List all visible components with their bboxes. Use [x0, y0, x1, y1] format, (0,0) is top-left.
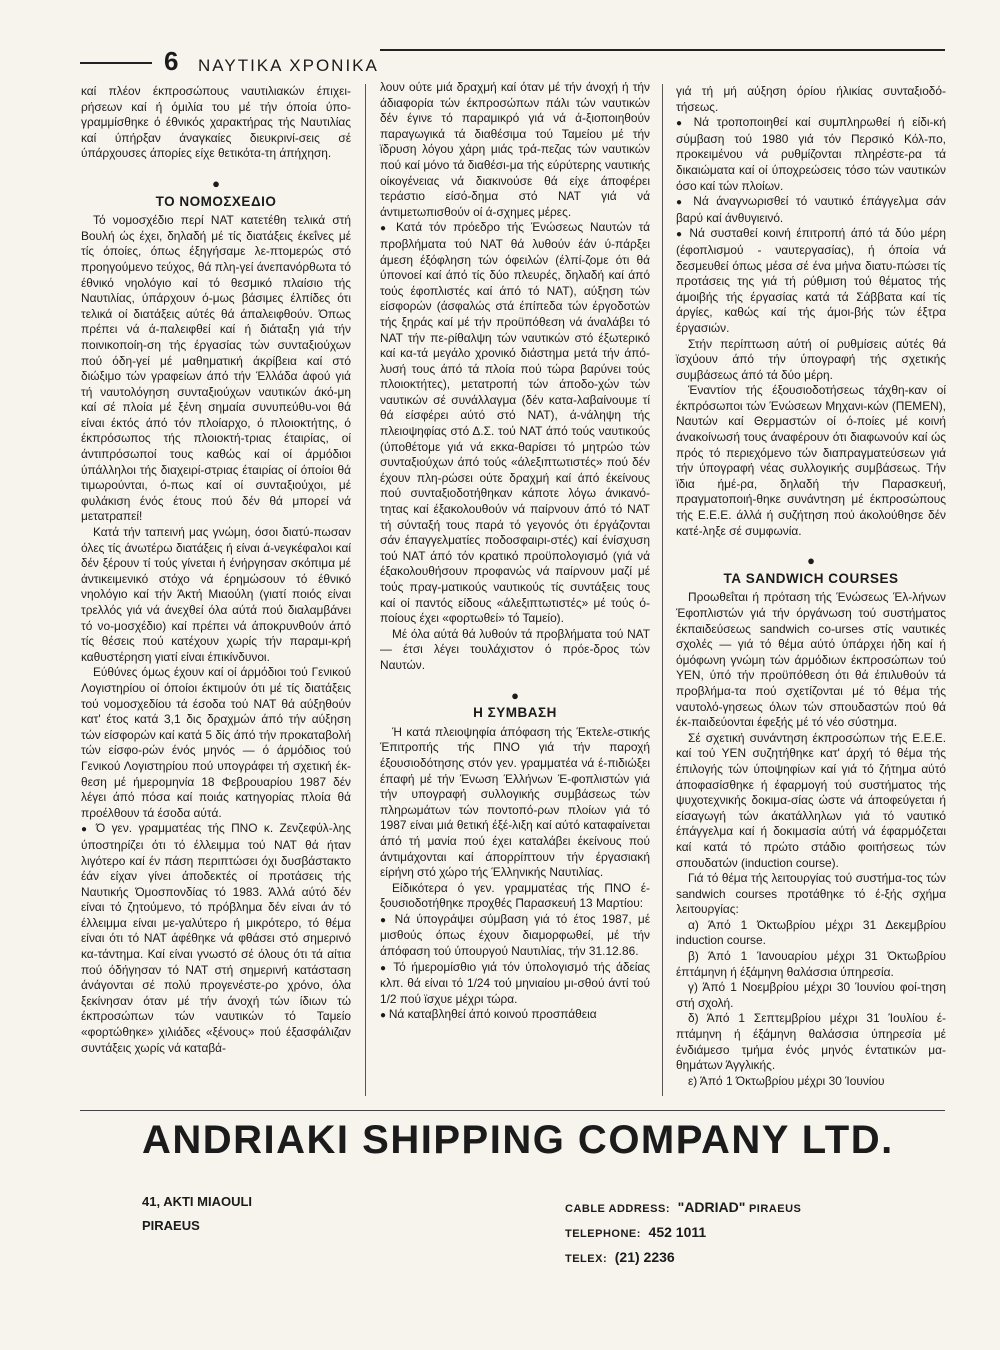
paragraph: Γιά τό θέμα τής λειτουργίας τού συστήμα-τος τών sandwich courses προτάθηκε τό έ-ξής σχήμα λειτουργίας:: [676, 871, 946, 917]
section-bullet-icon: ●: [212, 175, 220, 191]
header-rule-right: [380, 49, 945, 51]
telephone-row: [565, 1221, 801, 1246]
section-heading-nomosxedio: ΤΟ ΝΟΜΟΣΧΕΔΙΟ: [155, 193, 277, 209]
company-address: [142, 1190, 252, 1238]
page-number: 6: [164, 46, 179, 76]
paragraph: γιά τή μή αύξηση όρίου ήλικίας συνταξιοδό-τήσεως.: [676, 84, 946, 114]
paragraph: Κατά τήν ταπεινή μας γνώμη, όσοι διατύ-πωσαν όλες τίς άνωτέρω διατάξεις ή είναι ά-νεγκέφαλοι καί δέν ξέρουν τί τούς γίνεται ή ένήργησαν σκόπιμα μέ άντικειμενικό στόχο νά έρημώσουν τό έθνικό νηολόγιο καί τήν Άκτή Μιαούλη (γιατί ποιός είναι τρελλός γιά νά άνεχθεί όλα αύτά πού διαλαμβάνει τό νο-μοσχέδιο) καί πρέπει νά άποκρυνθούν άπό τίς θέσεις πού κατέχουν χωρίς τήν παραμι-κρή καθυστέρηση γιατί είναι έπικίνδυνοι.: [81, 525, 351, 664]
article-column-2: [380, 80, 650, 1024]
cable-label: CABLE ADDRESS:: [565, 1203, 670, 1215]
paragraph: Εύθύνες όμως έχουν καί οί άρμόδιοι τού Γενικού Λογιστηρίου οί όποίοι έκτιμούν ότι μέ τίς διατάξεις τού νομοσχεδίου τά έσοδα τού NAT θά αύξηθούν κατ' έτος κατά 3,1 δις δραχμών άπό τήν αύξηση τών είσφορών καί κατά 5 δίς άπό τήν προκαταβολή τών είσφο-ρών ένός μηνός — ό άρμόδιος τού Γενικού Λογιστηρίου πού υπογράφει τή σχετική έκ-θεση μέ ήμερομηνία 18 Φεβρουαρίου 1987 δέν λέγει άπό πόσα καί ποιάς κατηγορίας πλοία θά προέλθουν τά έσοδα αύτά.: [81, 665, 351, 820]
bullet-item: ● Νά συσταθεί κοινή έπιτροπή άπό τά δύο μέρη (έφοπλισμού - ναυτεργασίας), ή όποία νά δεσμευθεί όπως μέσα σέ ένα μήνα διατυ-πώσει τίς προτάσεις της γιά τή ρύθμιση τού θέματος τής άμοιβής τής έργασίας κατά τά Σάββατα καί τίς άργίες, καθώς καί τής άμοι-βής τών έξτρα έργασιών.: [676, 226, 946, 336]
telex-value: (21) 2236: [614, 1249, 675, 1265]
paragraph: λουν ούτε μιά δραχμή καί όταν μέ τήν άνοχή ή τήν άδιαφορία τών έκπροσώπων πάλι τών ναυτικών δέν έγινε τό παραμικρό γιά νά ά-ξιοποιηθούν παραγωγικά τά διαθέσιμα τού Ταμείου μέ τήν ϊδρυση λόγου χάρη μιάς τρά-πεζας τών ναυτικών πού καί μόνο τά διαθέσι-μα τής εύρύτερης ναυτικής οίκογένειας νά διακινούσε θά είχε άποφέρει τεράστιο είσό-δημα στό NAT γιά νά άντιμετωπισθούν οί ά-σχημες μέρες.: [380, 80, 650, 219]
bullet-item: ● Τό ήμερομίσθιο γιά τόν ύπολογισμό τής άδείας κλπ. θά είναι τό 1/24 τού μηνιαίου μι-σθού άντί τού 1/2 πού ϊσχυε μέχρι τώρα.: [380, 960, 650, 1008]
article-column-3: [676, 84, 946, 1089]
cable-address-row: [565, 1196, 801, 1221]
ad-top-rule: [80, 1110, 945, 1111]
paragraph: Στήν περίπτωση αύτή οί ρυθμίσεις αύτές θά ϊσχύουν άπό τήν ύπογραφή τής σχετικής συμβάσεως άπό τά δύο μέρη.: [676, 336, 946, 382]
paragraph: Είδικότερα ό γεν. γραμματέας τής ΠΝΟ έ-ξουσιοδοτήθηκε προχθές Παρασκευή 13 Μαρτίου:: [380, 880, 650, 911]
telex-row: [565, 1246, 801, 1271]
section-heading-sandwich-courses: ΤΑ SANDWICH COURSES: [723, 570, 899, 586]
company-advertisement: [80, 1110, 945, 1310]
section-bullet-icon: ●: [807, 553, 815, 569]
section-heading-symvasi: Η ΣΥΜΒΑΣΗ: [473, 705, 557, 721]
schedule-item: γ) Άπό 1 Νοεμβρίου μέχρι 30 Ίουνίου φοί-τηση στή σχολή.: [676, 980, 946, 1010]
telephone-value: 452 1011: [648, 1224, 707, 1240]
bullet-item: ● Νά ύπογράψει σύμβαση γιά τό έτος 1987, μέ μισθούς όπως έχουν διαμορφωθεί, μέ τήν άπόφαση τού ύπουργού Ναυτιλίας, τήν 31.12.86.: [380, 912, 650, 960]
schedule-item: β) Άπό 1 Ίανουαρίου μέχρι 31 Όκτωβρίου έπτάμηνη ή έξάμηνη θαλάσσια ύπηρεσία.: [676, 949, 946, 979]
article-column-1: [81, 84, 351, 1056]
bullet-item: ● Νά καταβληθεί άπό κοινού προσπάθεια: [380, 1007, 650, 1024]
paragraph: Προωθεΐται ή πρόταση τής Ένώσεως Έλ-λήνων Έφοπλιστών γιά τήν όργάνωση τού συστήματος έκπαιδεύσεως sandwich co-urses στίς ναυτικές σχολές — γιά τό θέμα αύτό ύπάρχει ήδη καί ή όμόφωνη γνώμη τών άρμόδιων έκπροσώπων τού ΥΕΝ, ύπό τήν προϋπόθεση ότι θά έπιλυθούν τά προβλήμα-τα πού σχετίζονται μέ τό θέμα τής ναυτολό-γησεως όλων τών σπουδαστών πού θά έκ-παιδεύονται έφεξής μέ τό νέο σύστημα.: [676, 590, 946, 730]
telephone-label: TELEPHONE:: [565, 1228, 641, 1240]
paragraph: Ή κατά πλειοψηφία άπόφαση τής Έκτελε-στικής Έπιτροπής τής ΠΝΟ γιά τήν παροχή έξουσιοδότησης στόν γεν. γραμματέα νά έ-πιδιώξει έπαφή μέ τήν Ένωση Έλλήνων Έ-φοπλιστών γιά τήν υπογραφή συλλογικής συμβάσεως τών πληρωμάτων τών ποντοπό-ρων πλοίων γιά τό 1987 είναι μιά θετική έξέ-λιξη καί αύτό καταφαίνεται άπό τή μανία πού έχει καταλάβει έκείνους πού άντιμάχονται καί άπορρίπτουν τήν έργασιακή είρήνη στό χώρο τής Έλληνικής Ναυτιλίας.: [380, 724, 650, 880]
company-name: ANDRIAKI SHIPPING COMPANY LTD.: [142, 1118, 894, 1162]
paragraph: Μέ όλα αύτά θά λυθούν τά προβλήματα τού NAT — έτσι λέγει τουλάχιστον ό πρόε-δρος τών Ναυτών.: [380, 626, 650, 672]
cable-value: "ADRIAD": [677, 1199, 746, 1215]
publication-title: ΝΑΥΤΙΚΑ ΧΡΟΝΙΚΑ: [198, 56, 379, 75]
cable-city: PIRAEUS: [748, 1203, 802, 1215]
paragraph: Έναντίον τής έξουσιοδοτήσεως τάχθη-καν οί έκπρόσωποι τών Ένώσεων Μηχανι-κών (ΠΕΜΕΝ), Ναυτών καί Θερμαστών οί ό-ποίες μέ κοινή άνακοίνωσή τους άναφέρουν ότι διαφωνούν καί ώς πρός τό περιεχόμενο τών διαπραγματεύσεων γιά τήν ύπογραφή νέας συλλογικής συμβάσεως. Τήν ϊδια ήμέ-ρα, δηλαδή τήν Παρασκευή, πραγματοποιή-θηκε συνάντηση μέ έκπροσώπους τής Ε.Ε.Ε. άλλά ή συζήτηση πού άκολούθησε δέν κατέ-ληξε σέ συμφωνία.: [676, 383, 946, 538]
schedule-item: δ) Άπό 1 Σεπτεμβρίου μέχρι 31 Ίουλίου έ-πτάμηνη ή έξάμηνη θαλάσσια ύπηρεσία μέ ένδιάμεσο τμήμα ένός μηνός έντατικών μα-θημάτων Άγγλικής.: [676, 1011, 946, 1073]
header-rule-left: [80, 62, 152, 64]
address-line-2: PIRAEUS: [142, 1218, 200, 1233]
bullet-item: ● Νά άναγνωρισθεί τό ναυτικό έπάγγελμα σάν βαρύ καί άνθυγιεινό.: [676, 194, 946, 226]
paragraph: Σέ σχετική συνάντηση έκπροσώπων τής Ε.Ε.Ε. καί τού ΥΕΝ συζητήθηκε κατ' άρχή τό θέμα τής έπιλογής τών ύποψηφίων καί γιά τό ζήτημα αύτό άποφασίσθηκε ή έφαρμογή τού συστήματος τής ψυχοτεχνικής δοκιμα-σίας ώστε νά άποφεύγεται ή είσαγωγή τών άκατάλληλων γιά τό ναυτικό έπάγγελμα καί ή δοκιμασία αύτή νά έφαρμόζεται καί κατά τό πρώτο στάδιο φοιτήσεως τών σπουδατών (induction course).: [676, 730, 946, 870]
address-line-1: 41, AKTI MIAOULI: [142, 1194, 253, 1209]
bullet-item: ● Νά τροποποιηθεί καί συμπληρωθεί ή είδι-κή σύμβαση τού 1980 γιά τόν Περσικό Κόλ-πο, προκειμένου νά ρυθμίζονται πληρέστε-ρα τά δικαιώματα καί οί ύποχρεώσεις τόσο τών ναυτικών όσο καί τών πλοίων.: [676, 115, 946, 194]
schedule-item: α) Άπό 1 Όκτωβρίου μέχρι 31 Δεκεμβρίου induction course.: [676, 917, 946, 948]
company-contact: [565, 1196, 801, 1271]
column-divider-1: [365, 84, 366, 1096]
section-bullet-icon: ●: [511, 687, 519, 703]
column-divider-2: [662, 84, 663, 1096]
paragraph: Τό νομοσχέδιο περί NAT κατετέθη τελικά στή Βουλή ώς έχει, δηλαδή μέ τίς διατάξεις έκεΐνες μέ τίς όποίες, όπως έξηγήσαμε λε-πτομερώς στό προηγούμενο τεύχος, θά πλη-γεί άνεπανόρθωτα τό έθνικό νηολόγιο καί τό θεσμικό πλαίσιο τής Ναυτιλίας, ύπάρχουν ό-μως βάσιμες έλπίδες ότι τελικά οί διατάξεις αύτές θά άπαλειφθούν. Όπως πρέπει νά ά-παλειφθεί καί ή διάταξη γιά τήν ποινικοποίη-ση τής έργασίας τών συνταξιούχων πού όδη-γεί μέ μαθηματική άκρίβεια καί στό διώξιμο τών γραφείων άπό τήν Έλλάδα άφού γιά τή ναυτολόγηση συνταξιούχων ναυτικών άκό-μη καί σέ πλοία μέ ξένη σημαία συνυπεύθυ-νοι θά είναι έκτός άπό τόν πλοίαρχο, ό πλοιοκτήτης, ό έκπρόσωπος τής πλοιοκτή-τριας έταιρίας, οί άντιπρόσωποί τους καθώς καί οί άρμόδιοι ύπάλληλοι τής διαχειρί-στριας έταιρίας οί όποίοι θά τιμωρούνται, ό-πως καί οί συνταξιούχοι, μέ φυλάκιση ένός έτους πού δέν θά μπορεί νά μετατραπεί!: [81, 213, 351, 524]
bullet-paragraph: ● Κατά τόν πρόεδρο τής Ένώσεως Ναυτών τά προβλήματα τού NAT θά λυθούν έάν ύ-πάρξει άμεση έξόφληση τών όφειλών (έλπί-ζομε ότι θά ύπονοεί καί άπό τίς δύο πλευρές, δηλαδή καί άπό τούς έφοπλιστές καί άπό τό NAT), αύξηση τών είσφορών (άσφαλώς στά έπίπεδα τών έργοδοτών τής ξηράς καί μέ τήν προϋπόθεση νά άναλάβει τό NAT τήν πε-ρίθαλψη τών ναυτικών στό έξωτερικό καί κα-τά μεγάλο χρονικό διάστημα μετά τήν άπό-λυσή τους άπό τά πλοία πού τώρα βαρύνει τούς πλοιοκτήτες), μετατροπή τών άποδο-χών τών ναυτικών σέ συνάλλαγμα (δέν κατα-λαβαίνουμε τί θά είσφέρει αύτό στό NAT), ά-νάληψη τής πλειοψηφίας στό Δ.Σ. τού NAT άπό τούς ναυτικούς (ύποθέτομε γιά νά εκκα-θαρίσει τό μητρώο τών συνταξιούχων άπό τούς «άλεξιπτωτιστές» πού δέν έχουν πλη-ρώσει ούτε δραχμή καί άπό έκείνους πού συνταξιοδοτήθηκαν κάποτε λόγω άνικανό-τητας καί έξακολουθούν νά παίρνουν άπό τό NAT τή σύνταξή τους παρά τό γεγονός ότι έργάζονται σάν έπαγγελματίες ποδοσφαιρι-στές) καί ένίσχυση τού NAT άπό τόν κρατικό προϋπολογισμό (γιά νά έξακολουθήσουν προφανώς νά παίρνουν μαζί μέ τούς πραγ-ματικούς ναυτικούς τίς συντάξεις τους καί οί παντός είδους «άλεξιπτωτιστές» μέ τούς ό-ποίους έχει «φορτωθεί» τό Ταμείο).: [380, 220, 650, 626]
bullet-paragraph: ● Ό γεν. γραμματέας τής ΠΝΟ κ. Ζενζεφύλ-λης ύποστηρίζει ότι τό έλλειμμα τού NAT θά ήταν λιγότερο καί έν πάση περιπτώσει όχι δυσβάστακτο έάν είχαν γίνει άποδεκτές οί προτάσεις τής Ναυτικής Όμοσπονδίας τό 1983. Άλλά αύτό δέν είναι τό ζητούμενο, τό πρόβλημα δέν είναι άν τό έλλειμμα είναι με-γαλύτερο ή μικρότερο, τό θέμα είναι ότι τό NAT άφέθηκε νά φθάσει στό σημερινό κα-τάντημα. Καί είναι γνωστό σέ όλους ότι τά αίτια πού όδήγησαν τό NAT στή σημερινή κατάσταση άνάγονται σέ πολύ προγενέστε-ρο χρόνο, όλα ξεκίνησαν όταν μέ τήν άνοχή τών ίδιων τώ έκπροσώπων τών ναυτικών τό Ταμείο «φορτώθηκε» χιλιάδες «ξένους» πού έξασφάλιζαν συντάξεις χωρίς νά καταβά-: [81, 821, 351, 1056]
intro-paragraph: καί πλέον έκπροσώπους ναυτιλιακών έπιχει-ρήσεων καί ή όμιλία του μέ τήν όποία ύπο-γραμμίσθηκε ό έθνικός χαρακτήρας τής Ναυτιλίας καί ύπήρξαν άναγκαίες διευκρινί-σεις σέ ύπάρχουσες άπορίες είχε θετικότα-τη άπήχηση.: [81, 84, 351, 161]
telex-label: TELEX:: [565, 1253, 608, 1265]
schedule-item: ε) Άπό 1 Όκτωβρίου μέχρι 30 Ίουνίου: [688, 1073, 885, 1088]
